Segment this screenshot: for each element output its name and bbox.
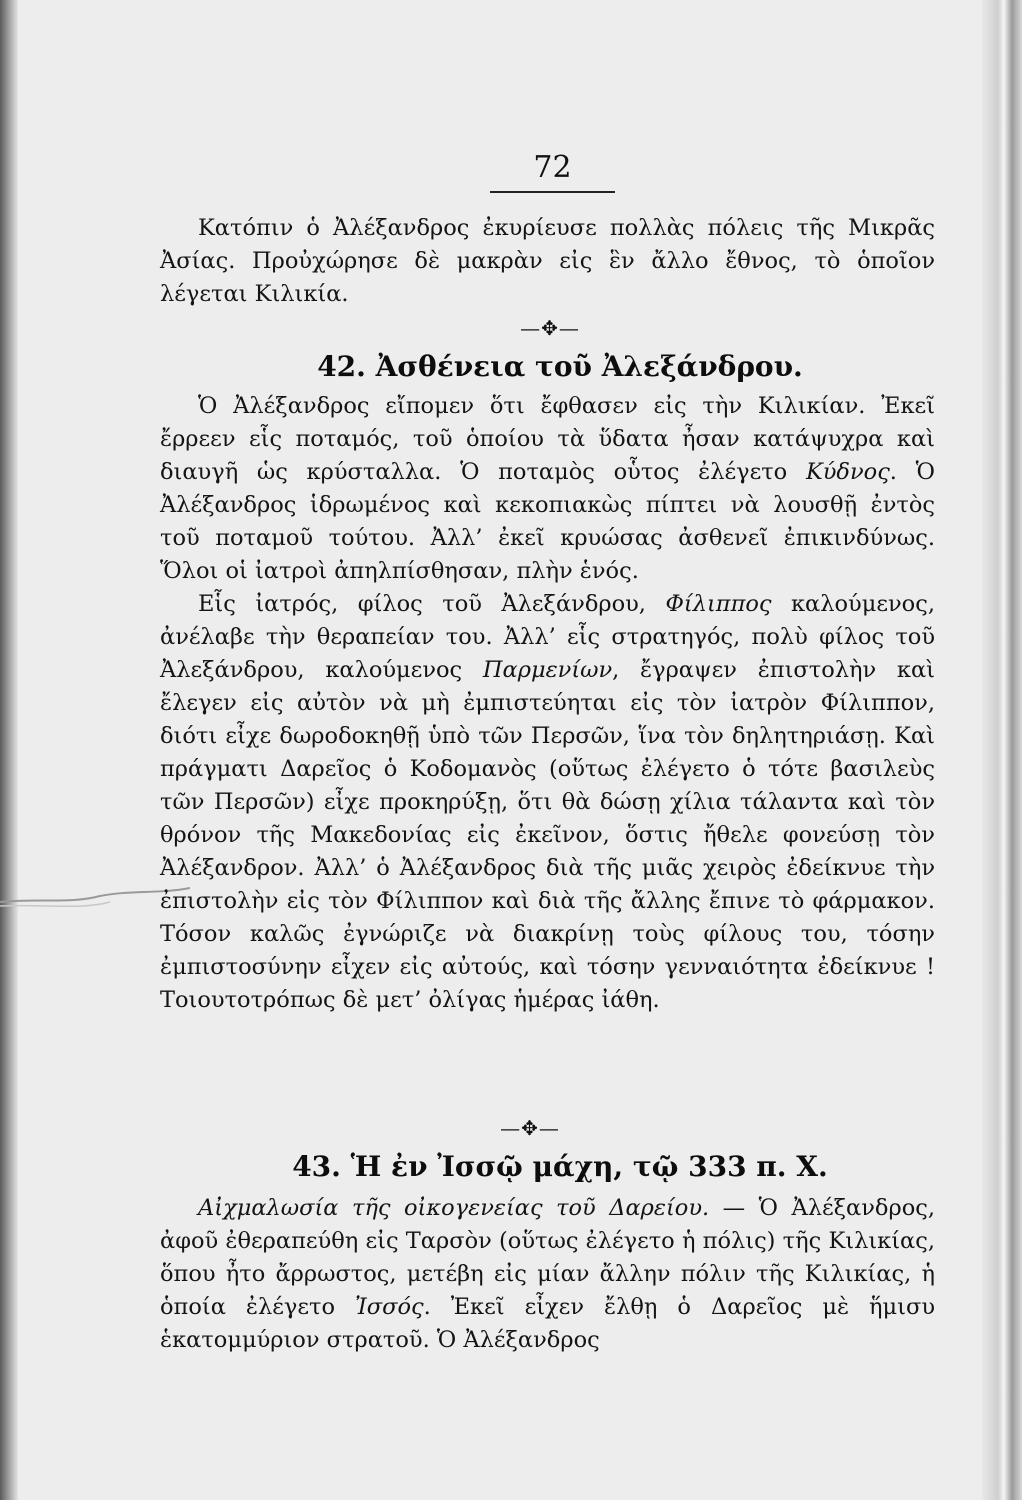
section-43-body <box>160 1192 935 1357</box>
text-run: καλούμενος, ἀνέλαβε τὴν θεραπείαν του. Ἀλλ’ εἷς στρατηγός, πολὺ φίλος τοῦ Ἀλεξάνδρου, καλούμενος <box>160 591 935 683</box>
section-ornament: —✥— <box>520 316 580 340</box>
section-43-paragraph-1 <box>160 1192 935 1357</box>
page-number-rule <box>490 191 615 193</box>
intro-paragraph <box>160 212 935 311</box>
text-run: Εἷς ἰατρός, φίλος τοῦ Ἀλεξάνδρου, <box>198 591 666 617</box>
person-name-philip: Φίλιππος <box>665 591 772 617</box>
section-42-body <box>160 390 935 1017</box>
page-number: 72 <box>533 150 572 185</box>
text-run: , ἔγραψεν ἐπιστολὴν καὶ ἔλεγεν εἰς αὐτὸν νὰ μὴ ἐμπιστεύηται εἰς τὸν ἰατρὸν Φίλιππον, διότι εἶχε δωροδοκηθῇ ὑπὸ τῶν Περσῶν, ἵνα τὸν δηλητηριάσῃ. Καὶ πράγματι Δαρεῖος ὁ Κοδομανὸς (οὕτως ἐλέγετο ὁ τότε βασιλεὺς τῶν Περσῶν) εἶχε προκηρύξῃ, ὅτι θὰ δώσῃ χίλια τάλαντα καὶ τὸν θρόνον τῆς Μακεδονίας εἰς ἐκεῖνον, ὅστις ἤθελε φονεύσῃ τὸν Ἀλέξανδρον. Ἀλλ’ ὁ Ἀλέξανδρος διὰ τῆς μιᾶς χειρὸς ἐδείκνυε τὴν ἐπιστολὴν εἰς τὸν Φίλιππον καὶ διὰ τῆς ἄλλης ἔπινε τὸ φάρμακον. Τόσον καλῶς ἐγνώριζε νὰ διακρίνῃ τοὺς φίλους του, τόσην ἐμπιστοσύνην εἶχεν εἰς αὐτούς, καὶ τόσην γενναιότητα ἐδείκνυε ! Τοιουτοτρόπως δὲ μετ’ ὀλίγας ἡμέρας ἰάθη. <box>160 657 935 1013</box>
section-42-heading: 42. Ἀσθένεια τοῦ Ἀλεξάνδρου. <box>317 350 803 383</box>
page-edge <box>982 0 1022 1500</box>
text-run: — Ὁ Ἀλέξανδρος, ἀφοῦ ἐθεραπεύθη εἰς Ταρσὸν (οὕτως ἐλέγετο ἡ πόλις) τῆς Κιλικίας, ὅπου ἦτο ἄρρωστος, μετέβη εἰς μίαν ἄλλην πόλιν τῆς Κιλικίας, ἡ ὁποία ἐλέγετο <box>160 1195 936 1320</box>
section-ornament: —✥— <box>500 1116 560 1140</box>
text-run: . Ὁ Ἀλέξανδρος ἱδρωμένος καὶ κεκοπιακὼς πίπτει νὰ λουσθῇ ἐντὸς τοῦ ποταμοῦ τούτου. Ἀλλ’ ἐκεῖ κρυώσας ἀσθενεῖ ἐπικινδύνως. Ὅλοι οἱ ἰατροὶ ἀπηλπίσθησαν, πλὴν ἑνός. <box>160 459 935 584</box>
page-binding-shadow <box>0 0 18 1500</box>
text-run: . Ἐκεῖ εἶχεν ἔλθῃ ὁ Δαρεῖος μὲ ἥμισυ ἑκατομμύριον στρατοῦ. Ὁ Ἀλέξανδρος <box>160 1294 936 1353</box>
place-name-issos: Ἰσσός <box>355 1294 424 1320</box>
intro-text: Κατόπιν ὁ Ἀλέξανδρος ἐκυρίευσε πολλὰς πόλεις τῆς Μικρᾶς Ἀσίας. Προὐχώρησε δὲ μακρὰν εἰς ἓν ἄλλο ἔθνος, τὸ ὁποῖον λέγεται Κιλικία. <box>160 215 935 307</box>
section-43-heading: 43. Ἡ ἐν Ἰσσῷ μάχη, τῷ 333 π. Χ. <box>292 1150 828 1183</box>
text-run: Ὁ Ἀλέξανδρος εἴπομεν ὅτι ἔφθασεν εἰς τὴν Κιλικίαν. Ἐκεῖ ἔρρεεν εἷς ποταμός, τοῦ ὁποίου τὰ ὕδατα ἦσαν κατάψυχρα καὶ διαυγῆ ὡς κρύσταλλα. Ὁ ποταμὸς οὗτος ἐλέγετο <box>160 393 935 485</box>
section-42-paragraph-2 <box>160 588 935 1017</box>
person-name-parmenion: Παρμενίων <box>482 657 613 683</box>
section-43-subtitle: Αἰχμαλωσία τῆς οἰκογενείας τοῦ Δαρείου. <box>198 1195 710 1221</box>
section-42-paragraph-1 <box>160 390 935 588</box>
river-name: Κύδνος <box>805 459 890 485</box>
